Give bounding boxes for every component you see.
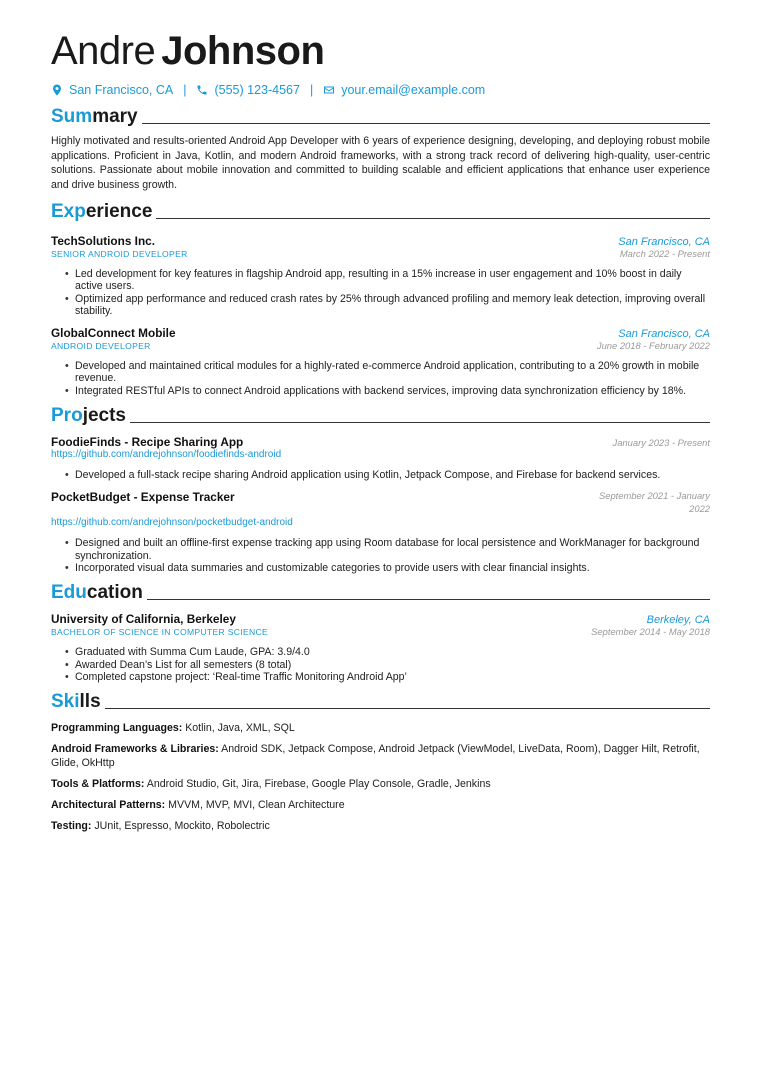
summary-text: Highly motivated and results-oriented Android App Developer with 6 years of experience designing, developing, and deploying robust mobile applications. Proficient in Java, Kotlin, and modern Android frameworks, with a strong track record of delivering high-quality, user-centric solutions. Passionate about mobile innovation and committed to building scalable and efficient applications that enhance user experience and drive business growth. [51, 135, 710, 191]
education-heading: Edu cation [51, 582, 710, 604]
section-rule [105, 708, 710, 710]
skills-section [51, 691, 710, 833]
list-item: • Developed a full-stack recipe sharing Android application using Kotlin, Jetpack Compose, and Firebase for backend services. [65, 469, 710, 481]
list-item: • Developed and maintained critical modules for a highly-rated e-commerce Android application, contributing to a 20% growth in mobile revenue. [65, 360, 710, 385]
skill-label: Programming Languages: [51, 722, 183, 735]
project-dates: January 2023 - Present [612, 437, 710, 449]
job-location: San Francisco, CA [618, 236, 710, 248]
location-text: San Francisco, CA [69, 83, 174, 97]
list-item: • Optimized app performance and reduced crash rates by 25% through advanced profiling and memory leak detection, improving overall stability. [65, 293, 710, 318]
skill-row [51, 798, 710, 812]
summary-heading: Sum mary [51, 106, 710, 128]
skill-value: Kotlin, Java, XML, SQL [185, 722, 295, 735]
experience-section [51, 201, 710, 397]
job-bullets [51, 268, 710, 317]
degree: BACHELOR OF SCIENCE IN COMPUTER SCIENCE [51, 627, 269, 638]
email-link: your.email@example.com [341, 83, 486, 97]
project-title: FoodieFinds - Recipe Sharing App [51, 435, 244, 450]
list-item: • Graduated with Summa Cum Laude, GPA: 3.9/4.0 [65, 646, 710, 658]
contact-phone[interactable] [196, 83, 299, 97]
section-rule [147, 599, 710, 601]
experience-heading: Exp erience [51, 201, 710, 223]
job-entry [51, 326, 710, 397]
skill-label: Architectural Patterns: [51, 799, 166, 812]
list-item: • Completed capstone project: ‘Real-time Traffic Monitoring Android App’ [65, 671, 710, 683]
list-item: • Integrated RESTful APIs to connect Android applications with backend services, improving data synchronization efficiency by 18%. [65, 385, 710, 397]
first-name: Andre [51, 29, 156, 73]
skills-heading: Ski lls [51, 691, 710, 713]
list-item: • Awarded Dean’s List for all semesters (8 total) [65, 659, 710, 671]
contact-location [51, 83, 173, 97]
contact-separator: | [183, 83, 187, 97]
envelope-icon [323, 84, 335, 96]
school-location: Berkeley, CA [646, 614, 710, 627]
job-entry [51, 234, 710, 317]
project-entry [51, 490, 710, 574]
last-name: Johnson [161, 29, 325, 73]
section-rule [156, 218, 710, 220]
project-entry [51, 435, 710, 481]
project-bullets [51, 537, 710, 574]
company-name: TechSolutions Inc. [51, 234, 155, 248]
skill-row [51, 777, 710, 791]
skill-label: Tools & Platforms: [51, 778, 145, 791]
education-section [51, 582, 710, 683]
skill-label: Testing: [51, 820, 92, 833]
skill-label: Android Frameworks & Libraries: [51, 743, 219, 756]
skill-value: Android Studio, Git, Jira, Firebase, Google Play Console, Gradle, Jenkins [146, 778, 491, 791]
skill-value: MVVM, MVP, MVI, Clean Architecture [168, 799, 345, 812]
list-item: • Led development for key features in flagship Android app, resulting in a 15% increase in user engagement and 10% boost in daily active users. [65, 268, 710, 293]
contact-email[interactable] [323, 83, 485, 97]
skill-row [51, 819, 710, 833]
education-bullets [51, 646, 710, 683]
projects-section [51, 405, 710, 574]
contact-separator: | [309, 83, 314, 97]
phone-icon [196, 84, 208, 96]
contact-bar [51, 83, 710, 97]
job-role: ANDROID DEVELOPER [51, 341, 151, 352]
job-dates: March 2022 - Present [619, 248, 710, 259]
job-role: SENIOR ANDROID DEVELOPER [51, 249, 188, 259]
project-dates: September 2021 - January 2022 [598, 490, 710, 514]
phone-text: (555) 123-4567 [214, 83, 300, 97]
project-title: PocketBudget - Expense Tracker [51, 490, 235, 505]
project-bullets [51, 469, 710, 481]
summary-section [51, 106, 710, 192]
skill-row [51, 742, 710, 770]
candidate-name [51, 28, 710, 74]
project-link[interactable]: https://github.com/andrejohnson/pocketbudget-android [51, 517, 293, 529]
project-link[interactable]: https://github.com/andrejohnson/foodiefinds-android [51, 449, 282, 461]
skill-row [51, 721, 710, 735]
job-dates: June 2018 - February 2022 [596, 340, 710, 352]
map-marker-icon [51, 84, 63, 96]
list-item: • Designed and built an offline-first expense tracking app using Room database for local persistence and WorkManager for background synchronization. [65, 537, 710, 562]
skill-value: JUnit, Espresso, Mockito, Robolectric [94, 820, 270, 833]
job-bullets [51, 360, 710, 397]
list-item: • Incorporated visual data summaries and customizable categories to provide users with clear financial insights. [65, 562, 710, 574]
education-dates: September 2014 - May 2018 [591, 626, 710, 638]
job-location: San Francisco, CA [618, 328, 710, 341]
section-rule [130, 422, 710, 424]
skill-value: Android SDK, Jetpack Compose, Android Jetpack (ViewModel, LiveData, Room), Dagger Hilt, Retrofit, Glide, OkHttp [51, 743, 700, 770]
projects-heading: Pro jects [51, 405, 710, 427]
school-name: University of California, Berkeley [51, 612, 236, 627]
education-entry [51, 612, 710, 683]
company-name: GlobalConnect Mobile [51, 326, 176, 341]
section-rule [142, 123, 710, 125]
